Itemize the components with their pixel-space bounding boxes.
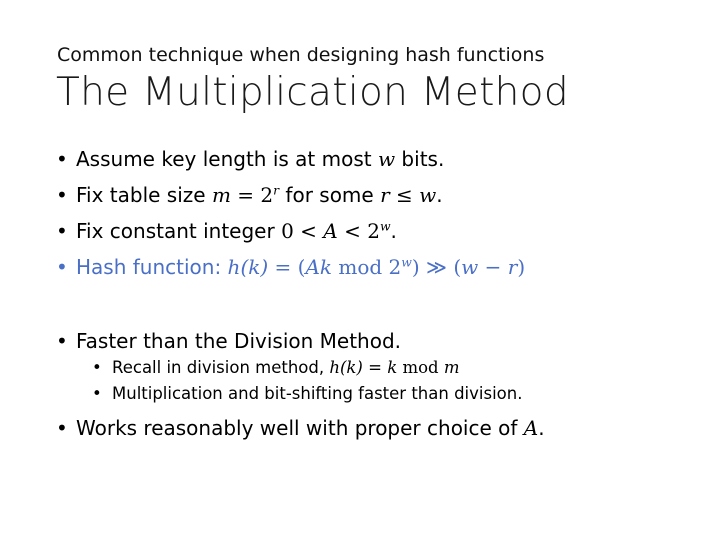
- bullet-text: Recall in division method,: [112, 358, 330, 377]
- math-var: w: [377, 147, 396, 171]
- bullet-dot: •: [92, 358, 102, 377]
- math-op: mod: [397, 358, 444, 377]
- bullet-dot: •: [56, 416, 68, 440]
- math-var: r: [507, 255, 518, 279]
- bullet-text: Hash function:: [76, 255, 228, 279]
- slide-subtitle: Common technique when designing hash functions: [57, 44, 545, 66]
- math-var: h: [227, 255, 241, 279]
- math-var: m: [443, 358, 460, 377]
- math-var: k: [387, 358, 398, 377]
- math-op: = (: [268, 255, 306, 279]
- math-var: Ak: [305, 255, 333, 279]
- bullet-text: .: [436, 183, 443, 207]
- math-var: w: [461, 255, 479, 279]
- bullet-dot: •: [92, 384, 102, 403]
- math-op: < 2: [337, 219, 380, 243]
- bullet-text: .: [538, 416, 545, 440]
- bullet-text: Assume key length is at most: [76, 147, 378, 171]
- math-exponent: w: [379, 218, 391, 234]
- math-var: w: [419, 183, 437, 207]
- math-op: −: [478, 255, 508, 279]
- math-var: r: [380, 183, 390, 207]
- bullet-text: Faster than the Division Method.: [76, 329, 402, 353]
- math-op: = 2: [230, 183, 274, 207]
- bullet-text: Works reasonably well with proper choice of: [76, 416, 524, 440]
- bullet-dot: •: [56, 147, 68, 171]
- bullet-dot: •: [56, 183, 68, 207]
- math-exponent: w: [401, 254, 412, 270]
- math-var: A: [323, 219, 338, 243]
- bullet-text: bits.: [395, 147, 445, 171]
- math-arg: (k): [340, 358, 363, 377]
- math-arg: (k): [240, 255, 269, 279]
- bullet-text: Fix table size: [76, 183, 212, 207]
- bullet-text: for some: [279, 183, 381, 207]
- bullet-text: Multiplication and bit-shifting faster than division.: [112, 384, 523, 403]
- bullet-dot: •: [56, 329, 68, 353]
- math-var: m: [211, 183, 231, 207]
- slide-title: The Multiplication Method: [56, 70, 569, 115]
- bullet-text: Fix constant integer: [76, 219, 282, 243]
- math-op: <: [293, 219, 324, 243]
- math-var: A: [523, 416, 539, 440]
- math-op: ): [517, 255, 526, 279]
- math-var: h: [329, 358, 340, 377]
- math-op: ) ≫ (: [411, 255, 462, 279]
- math-op: mod 2: [332, 255, 402, 279]
- math-num: 0: [281, 219, 294, 243]
- bullet-text: .: [390, 219, 397, 243]
- bullet-dot: •: [56, 219, 68, 243]
- bullet-dot: •: [56, 255, 68, 279]
- math-op: =: [362, 358, 388, 377]
- math-op: ≤: [389, 183, 420, 207]
- math-exponent: r: [273, 182, 280, 198]
